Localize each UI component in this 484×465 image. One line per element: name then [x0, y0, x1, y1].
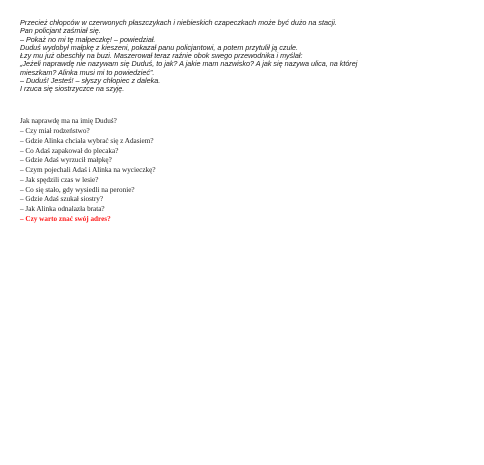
story-line: Duduś wydobył małpkę z kieszeni, pokazał panu policjantowi, a potem przytulił ją czule. [20, 42, 299, 52]
story-text [20, 19, 470, 94]
story-line: – Duduś! Jesteś! – słyszy chłopiec z daleka. [20, 76, 161, 86]
question-item: – Co się stało, gdy wysiedli na peronie? [20, 185, 135, 194]
question-item: – Czy miał rodzeństwo? [20, 127, 90, 136]
question-item: – Czym pojechali Adaś i Alinka na wycieczkę? [20, 166, 156, 175]
story-line: I rzuca się siostrzyczce na szyję. [20, 84, 125, 94]
question-item: – Co Adaś zapakował do plecaka? [20, 146, 119, 155]
question-item: – Gdzie Adaś wyrzucił małpkę? [20, 156, 112, 165]
question-item: – Jak spędzili czas w lesie? [20, 175, 99, 184]
question-item: – Gdzie Alinka chciała wybrać się z Adasiem? [20, 136, 154, 145]
question-item: – Jak Alinka odnalazła brata? [20, 205, 105, 214]
story-line: mieszkam? Alinka musi mi to powiedzieć”. [20, 67, 155, 77]
story-line: Przecież chłopców w czerwonych płaszczykach i niebieskich czapeczkach może być dużo na stacji. [20, 18, 337, 27]
question-heading: Jak naprawdę ma na imię Duduś? [20, 117, 117, 125]
story-line: Łzy mu już obeschły na buzi. Maszerował teraz raźnie obok swego przewodnika i myślał: [20, 51, 303, 61]
story-line: Pan policjant zaśmiał się. [20, 26, 101, 36]
question-item: – Gdzie Adaś szukał siostry? [20, 195, 104, 204]
story-line: „Jeżeli naprawdę nie nazywam się Duduś, to jak? A jakie mam nazwisko? A jak się nazywa ulica, na której [20, 59, 358, 69]
highlighted-question: – Czy warto znać swój adres? [20, 214, 111, 223]
question-list [20, 117, 470, 225]
story-line: – Pokaż no mi tę małpeczkę! – powiedział. [20, 34, 156, 44]
